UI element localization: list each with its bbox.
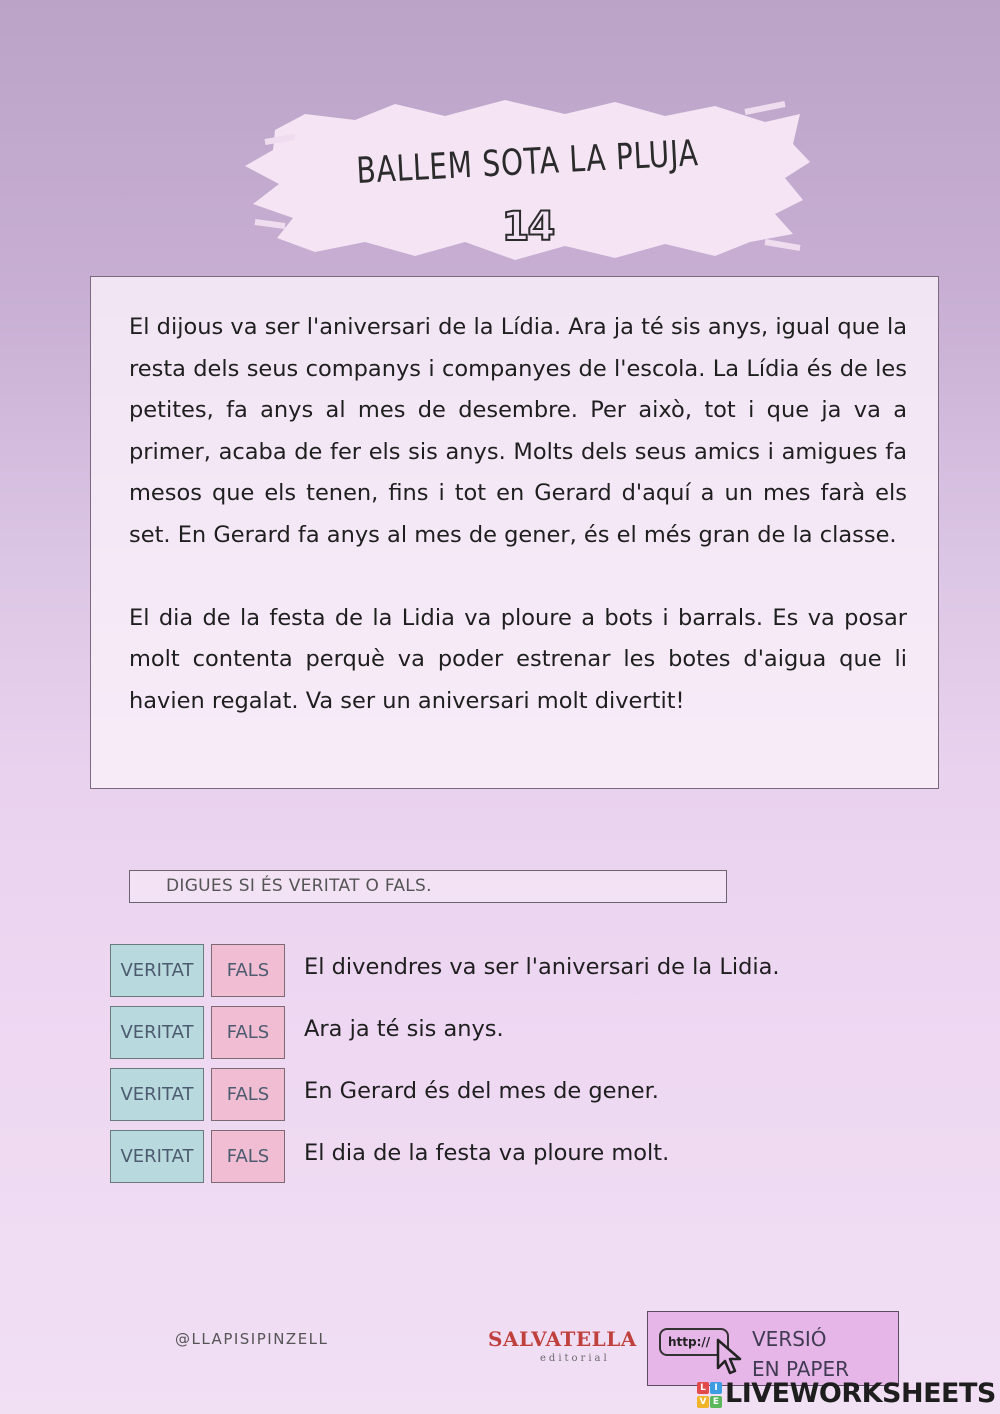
true-button[interactable]: VERITAT	[110, 1068, 204, 1121]
question-text: En Gerard és del mes de gener.	[304, 1078, 659, 1104]
false-button[interactable]: FALS	[211, 1068, 285, 1121]
false-button[interactable]: FALS	[211, 944, 285, 997]
paper-label-line-2: EN PAPER	[752, 1357, 850, 1381]
publisher-name: SALVATELLA	[488, 1327, 637, 1351]
title-banner	[245, 92, 810, 262]
liveworksheets-watermark	[697, 1377, 997, 1413]
true-button[interactable]: VERITAT	[110, 1130, 204, 1183]
publisher-logo	[466, 1325, 637, 1369]
story-paragraph-1: El dijous va ser l'aniversari de la Lídia. Ara ja té sis anys, igual que la resta dels seus companys i companyes de l'escola. La Lídia és de les petites, fa anys al mes de desembre. Per això, tot i que ja va a primer, acaba de fer els sis anys. Molts dels seus amics i amigues fa mesos que els tenen, fins i tot en Gerard d'aquí a un mes farà els set. En Gerard fa anys al mes de gener, és el més gran de la classe.	[129, 314, 907, 548]
paper-label-line-1: VERSIÓ	[752, 1327, 827, 1351]
question-text: El divendres va ser l'aniversari de la Lidia.	[304, 954, 780, 980]
false-button[interactable]: FALS	[211, 1006, 285, 1059]
question-text: Ara ja té sis anys.	[304, 1016, 504, 1042]
page-title: BALLEM SOTA LA PLUJA	[355, 133, 700, 192]
story-box	[90, 276, 939, 789]
true-button[interactable]: VERITAT	[110, 944, 204, 997]
author-handle: @LLAPISIPINZELL	[175, 1330, 329, 1348]
publisher-subtitle: editorial	[540, 1353, 610, 1364]
story-paragraph-2: El dia de la festa de la Lidia va ploure a bots i barrals. Es va posar molt contenta perquè va poder estrenar les botes d'aigua que li havien regalat. Va ser un aniversari molt divertit!	[129, 604, 907, 714]
false-button[interactable]: FALS	[211, 1130, 285, 1183]
paper-version-link[interactable]	[647, 1311, 899, 1386]
lesson-number: 14	[501, 204, 554, 250]
cursor-icon	[716, 1338, 744, 1376]
instruction-label: DIGUES SI ÉS VERITAT O FALS.	[129, 870, 727, 903]
liveworksheets-text: LIVEWORKSHEETS	[725, 1378, 996, 1409]
liveworksheets-badge-icon: L I V E	[697, 1382, 723, 1410]
paper-version-label	[752, 1324, 849, 1384]
question-text: El dia de la festa va ploure molt.	[304, 1140, 670, 1166]
true-button[interactable]: VERITAT	[110, 1006, 204, 1059]
url-pill: http://	[659, 1328, 729, 1356]
